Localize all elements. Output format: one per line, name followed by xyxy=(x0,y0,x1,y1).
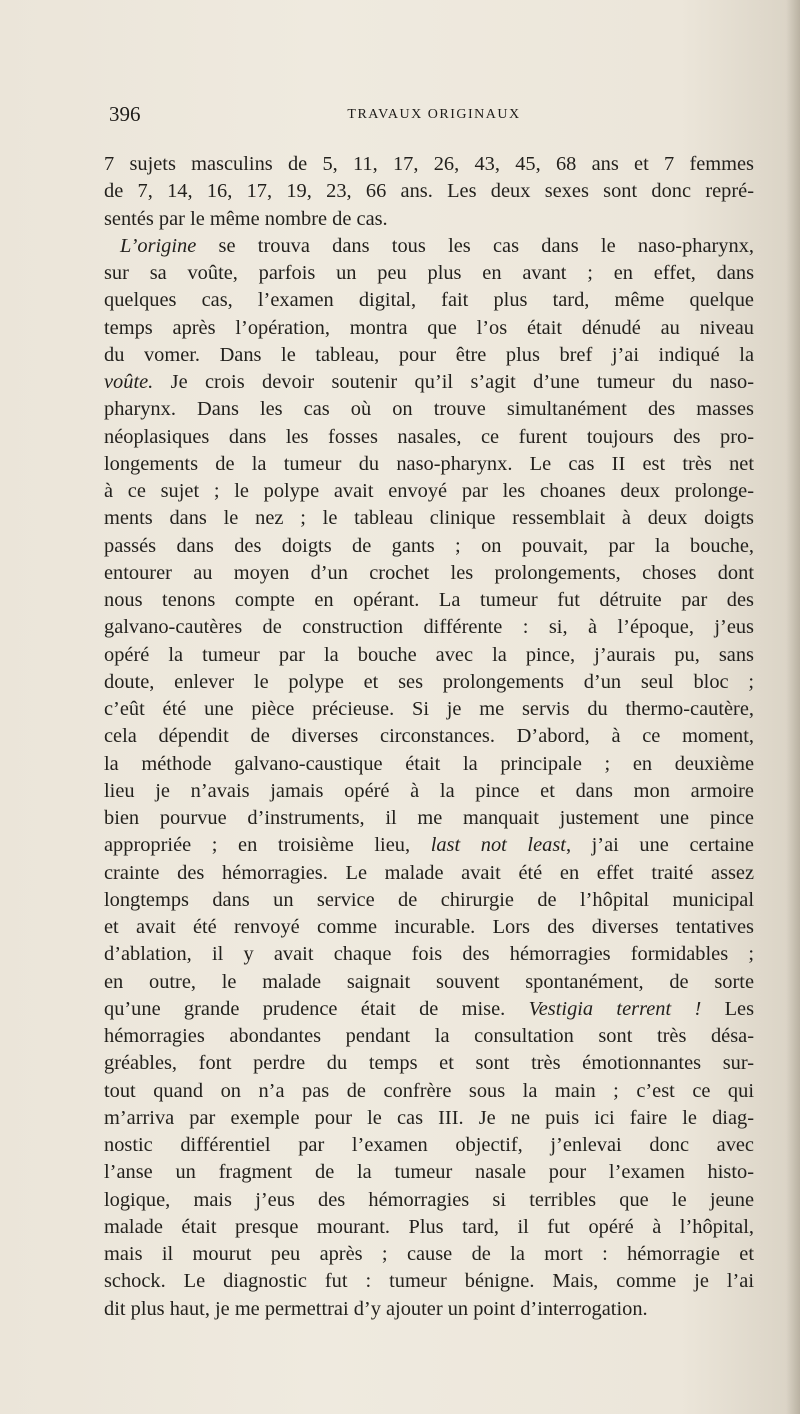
line-text: 7 sujets masculins de 5, 11, 17, 26, 43, 45, 68 ans et 7 femmes xyxy=(104,153,754,175)
line-text: passés dans des doigts de gants ; on pouvait, par la bouche, xyxy=(104,534,754,557)
line-text: lieu je n’avais jamais opéré à la pince et dans mon armoire xyxy=(104,779,754,802)
line-text: schock. Le diagnostic fut : tumeur bénigne. Mais, comme je l’ai xyxy=(104,1270,754,1293)
text-line xyxy=(104,1105,754,1132)
line-text: ments dans le nez ; le tableau clinique ressemblait à deux doigts xyxy=(104,507,754,530)
text-line xyxy=(104,887,754,914)
line-text: qu’une grande prudence était de mise. xyxy=(104,997,529,1020)
line-text: Je crois devoir soutenir qu’il s’agit d’une tumeur du naso- xyxy=(153,371,754,393)
line-text-after: Les xyxy=(701,997,755,1020)
text-line xyxy=(104,178,754,205)
line-text: et avait été renvoyé comme incurable. Lors des diverses tentatives xyxy=(104,916,754,938)
text-line xyxy=(104,723,754,750)
text-line xyxy=(104,642,754,669)
text-line xyxy=(104,1214,754,1241)
text-line xyxy=(104,696,754,723)
running-title: TRAVAUX ORIGINAUX xyxy=(347,107,521,122)
italic-text: L’origine xyxy=(120,234,197,257)
text-line xyxy=(104,424,754,451)
text-line xyxy=(104,860,754,887)
body-text xyxy=(104,151,754,1323)
text-line xyxy=(104,478,754,505)
line-text: nostic différentiel par l’examen objectif, j’enlevai donc avec xyxy=(104,1134,754,1156)
text-line xyxy=(104,451,754,478)
line-text: se trouva dans tous les cas dans le naso-pharynx, xyxy=(196,234,754,257)
line-text: la méthode galvano-caustique était la principale ; en deuxième xyxy=(104,752,754,775)
line-text: néoplasiques dans les fosses nasales, ce furent toujours des pro- xyxy=(104,425,754,448)
text-line xyxy=(104,1132,754,1159)
italic-text: voûte. xyxy=(104,371,154,393)
line-text: doute, enlever le polype et ses prolongements d’un seul bloc ; xyxy=(104,670,754,693)
page-number: 396 xyxy=(109,102,141,126)
line-text: d’ablation, il y avait chaque fois des hémorragies formidables ; xyxy=(104,943,754,966)
line-text-after: , j’ai une certaine xyxy=(565,834,754,857)
text-line xyxy=(104,151,754,178)
line-text: entourer au moyen d’un crochet les prolongements, choses dont xyxy=(104,561,754,584)
text-line xyxy=(104,996,754,1023)
text-line xyxy=(104,315,754,342)
line-text: opéré la tumeur par la bouche avec la pince, j’aurais pu, sans xyxy=(104,643,754,666)
text-line xyxy=(104,287,754,314)
text-line xyxy=(104,342,754,369)
page-header xyxy=(109,102,759,130)
text-line xyxy=(104,1023,754,1050)
line-text: sur sa voûte, parfois un peu plus en avant ; en effet, dans xyxy=(104,262,754,284)
text-line xyxy=(104,260,754,287)
text-line xyxy=(104,1187,754,1214)
text-line xyxy=(104,233,754,260)
text-line xyxy=(104,751,754,778)
line-text: quelques cas, l’examen digital, fait plus tard, même quelque xyxy=(104,289,754,312)
text-line xyxy=(104,941,754,968)
line-text: crainte des hémorragies. Le malade avait été en effet traité assez xyxy=(104,861,754,884)
line-text: sentés par le même nombre de cas. xyxy=(104,207,388,230)
text-line xyxy=(104,1050,754,1077)
line-text: longtemps dans un service de chirurgie de l’hôpital municipal xyxy=(104,888,754,911)
line-text: mais il mourut peu après ; cause de la mort : hémorragie et xyxy=(104,1243,754,1265)
line-text: nous tenons compte en opérant. La tumeur fut détruite par des xyxy=(104,589,754,611)
line-text: cela dépendit de diverses circonstances. D’abord, à ce moment, xyxy=(104,725,754,748)
text-line xyxy=(104,669,754,696)
text-line xyxy=(104,914,754,941)
text-line xyxy=(104,1078,754,1105)
line-text: l’anse un fragment de la tumeur nasale pour l’examen histo- xyxy=(104,1161,754,1184)
line-text: pharynx. Dans les cas où on trouve simultanément des masses xyxy=(104,398,754,421)
line-text: c’eût été une pièce précieuse. Si je me servis du thermo-cautère, xyxy=(104,698,754,720)
text-line xyxy=(104,805,754,832)
italic-text: last not least xyxy=(430,834,566,857)
line-text: gréables, font perdre du temps et sont très émotionnantes sur- xyxy=(104,1052,754,1075)
line-text: du vomer. Dans le tableau, pour être plus bref j’ai indiqué la xyxy=(104,343,754,366)
text-line xyxy=(104,832,754,859)
text-line xyxy=(104,1268,754,1295)
text-line xyxy=(104,1159,754,1186)
italic-text: Vestigia terrent ! xyxy=(528,997,702,1020)
text-line xyxy=(104,587,754,614)
page-edge-shadow xyxy=(786,0,800,1414)
text-line xyxy=(104,206,754,233)
line-text: tout quand on n’a pas de confrère sous la main ; c’est ce qui xyxy=(104,1079,754,1102)
line-text: m’arriva par exemple pour le cas III. Je ne puis ici faire le diag- xyxy=(104,1106,754,1129)
text-line xyxy=(104,533,754,560)
line-text: hémorragies abondantes pendant la consultation sont très désa- xyxy=(104,1025,754,1047)
text-line xyxy=(104,1296,754,1323)
line-text: de 7, 14, 16, 17, 19, 23, 66 ans. Les deux sexes sont donc repré- xyxy=(104,180,754,203)
line-text: galvano-cautères de construction différente : si, à l’époque, j’eus xyxy=(104,616,754,639)
line-text: temps après l’opération, montra que l’os était dénudé au niveau xyxy=(104,316,754,339)
line-text: longements de la tumeur du naso-pharynx. Le cas II est très net xyxy=(104,452,754,475)
text-line xyxy=(104,505,754,532)
text-line xyxy=(104,778,754,805)
text-line xyxy=(104,1241,754,1268)
line-text: à ce sujet ; le polype avait envoyé par les choanes deux prolonge- xyxy=(104,480,754,502)
line-text: logique, mais j’eus des hémorragies si terribles que le jeune xyxy=(104,1188,754,1211)
text-line xyxy=(104,369,754,396)
text-line xyxy=(104,969,754,996)
line-text: malade était presque mourant. Plus tard, il fut opéré à l’hôpital, xyxy=(104,1215,754,1238)
line-text: appropriée ; en troisième lieu, xyxy=(104,834,431,857)
text-line xyxy=(104,560,754,587)
line-text: dit plus haut, je me permettrai d’y ajouter un point d’interrogation. xyxy=(104,1297,648,1320)
text-line xyxy=(104,396,754,423)
line-text: bien pourvue d’instruments, il me manquait justement une pince xyxy=(104,807,754,829)
line-text: en outre, le malade saignait souvent spontanément, de sorte xyxy=(104,970,754,993)
text-line xyxy=(104,614,754,641)
